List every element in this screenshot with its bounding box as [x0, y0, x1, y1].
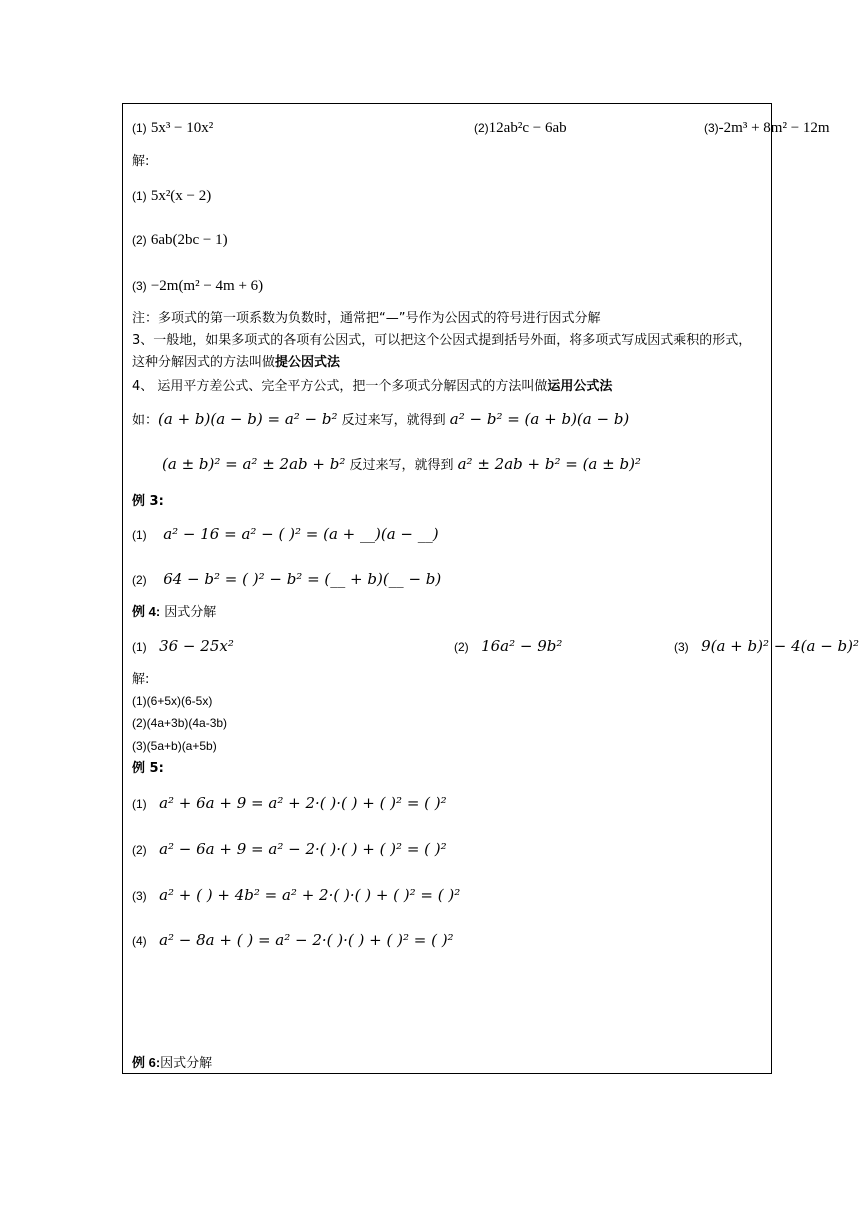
ex3-question-1 [132, 525, 439, 545]
point-4-bold-term: 运用公式法 [547, 379, 613, 394]
ex5-q2-expr: a² − 6a + 9 = a² − 2·( )·( ) + ( )² = ( )² [159, 840, 447, 858]
ex2-s3-expr: −2m(m² − 4m + 6) [150, 278, 264, 294]
ex5-q3-label: (3) [132, 889, 147, 903]
formula2-rhs: a² ± 2ab + b² = (a ± b)² [457, 455, 641, 473]
ex3-q1-expr: a² − 16 = a² − ( )² = (a + __)(a − __) [163, 525, 439, 543]
ex2-s1-expr: 5x²(x − 2) [150, 188, 212, 204]
ex4-heading: 例 4: [132, 604, 161, 619]
ex2-problem-row [132, 119, 830, 138]
ex5-q4-label: (4) [132, 934, 147, 948]
ex2-solution-2 [132, 231, 228, 250]
ex2-s1-label: (1) [132, 189, 147, 203]
ex4-heading-row [132, 603, 216, 622]
formula1-mid: 反过来写，就得到 [337, 413, 450, 428]
ex2-p2-label: (2) [474, 121, 489, 135]
ex5-question-2 [132, 840, 447, 860]
ex4-q3-expr: 9(a + b)² − 4(a − b)² [701, 637, 860, 655]
ex2-solution-heading: 解: [132, 154, 150, 169]
ex5-heading: 例 5: [132, 761, 164, 776]
ex4-solution-1: (1)(6+5x)(6-5x) [132, 694, 213, 708]
ex3-question-2 [132, 570, 441, 590]
ex2-s3-label: (3) [132, 279, 147, 293]
ex2-p2-expr: 12ab²c − 6ab [488, 120, 567, 136]
ex4-problem-row [132, 637, 860, 657]
ex2-solution-3 [132, 277, 263, 296]
formula-perfect-square [162, 455, 641, 475]
ex5-q1-label: (1) [132, 797, 147, 811]
formula1-lhs: (a + b)(a − b) = a² − b² [158, 410, 338, 428]
ex3-q2-label: (2) [132, 573, 147, 587]
ex4-q1-label: (1) [132, 640, 147, 654]
ex6-heading-row [132, 1054, 212, 1073]
ex4-solution-2: (2)(4a+3b)(4a-3b) [132, 716, 228, 730]
ex2-p3-expr: -2m³ + 8m² − 12m [718, 120, 830, 136]
ex4-q2-label: (2) [454, 640, 469, 654]
ex2-p3-label: (3) [704, 121, 719, 135]
ex2-p1-label: (1) [132, 121, 147, 135]
formula2-lhs: (a ± b)² = a² ± 2ab + b² [162, 455, 346, 473]
ex5-question-1 [132, 794, 447, 814]
point-4-text: 4、 运用平方差公式、完全平方公式，把一个多项式分解因式的方法叫做 [132, 379, 548, 394]
point-3-text: 3、一般地，如果多项式的各项有公因式，可以把这个公因式提到括号外面，将多项式写成因式乘积的形式，这种分解因式的方法叫做 [132, 333, 752, 370]
ex2-s2-expr: 6ab(2bc − 1) [150, 232, 228, 248]
ex2-s2-label: (2) [132, 233, 147, 247]
ex3-heading: 例 3: [132, 494, 164, 509]
ex3-q1-label: (1) [132, 528, 147, 542]
note-text: 注：多项式的第一项系数为负数时，通常把“—”号作为公因式的符号进行因式分解 [132, 311, 601, 326]
ex5-question-3 [132, 886, 460, 906]
ex4-q3-label: (3) [674, 640, 689, 654]
ex2-p1-expr: 5x³ − 10x² [150, 120, 214, 136]
point-3-bold-term: 提公因式法 [275, 355, 341, 370]
ex4-q1-expr: 36 − 25x² [159, 637, 234, 655]
ex4-q2-expr: 16a² − 9b² [481, 637, 563, 655]
ex2-solution-1 [132, 187, 211, 206]
ex5-q4-expr: a² − 8a + ( ) = a² − 2·( )·( ) + ( )² = ( )² [159, 931, 454, 949]
ex3-q2-expr: 64 − b² = ( )² − b² = (__ + b)(__ − b) [163, 570, 442, 588]
ex4-heading-text: 因式分解 [160, 605, 217, 620]
ex6-heading-text: 因式分解 [160, 1056, 213, 1071]
ex4-solution-heading: 解: [132, 672, 150, 687]
point-3-paragraph [132, 330, 764, 374]
ex5-q1-expr: a² + 6a + 9 = a² + 2·( )·( ) + ( )² = ( )² [159, 794, 447, 812]
ex5-q3-expr: a² + ( ) + 4b² = a² + 2·( )·( ) + ( )² = ( )² [159, 886, 461, 904]
ex4-solution-3: (3)(5a+b)(a+5b) [132, 739, 217, 753]
formula1-rhs: a² − b² = (a + b)(a − b) [449, 410, 630, 428]
formula-prefix: 如： [132, 413, 159, 428]
ex5-q2-label: (2) [132, 843, 147, 857]
ex5-question-4 [132, 931, 454, 951]
formula2-mid: 反过来写，就得到 [345, 458, 458, 473]
ex6-heading: 例 6: [132, 1055, 161, 1070]
point-4-paragraph [132, 378, 612, 396]
formula-difference-of-squares [132, 410, 629, 430]
